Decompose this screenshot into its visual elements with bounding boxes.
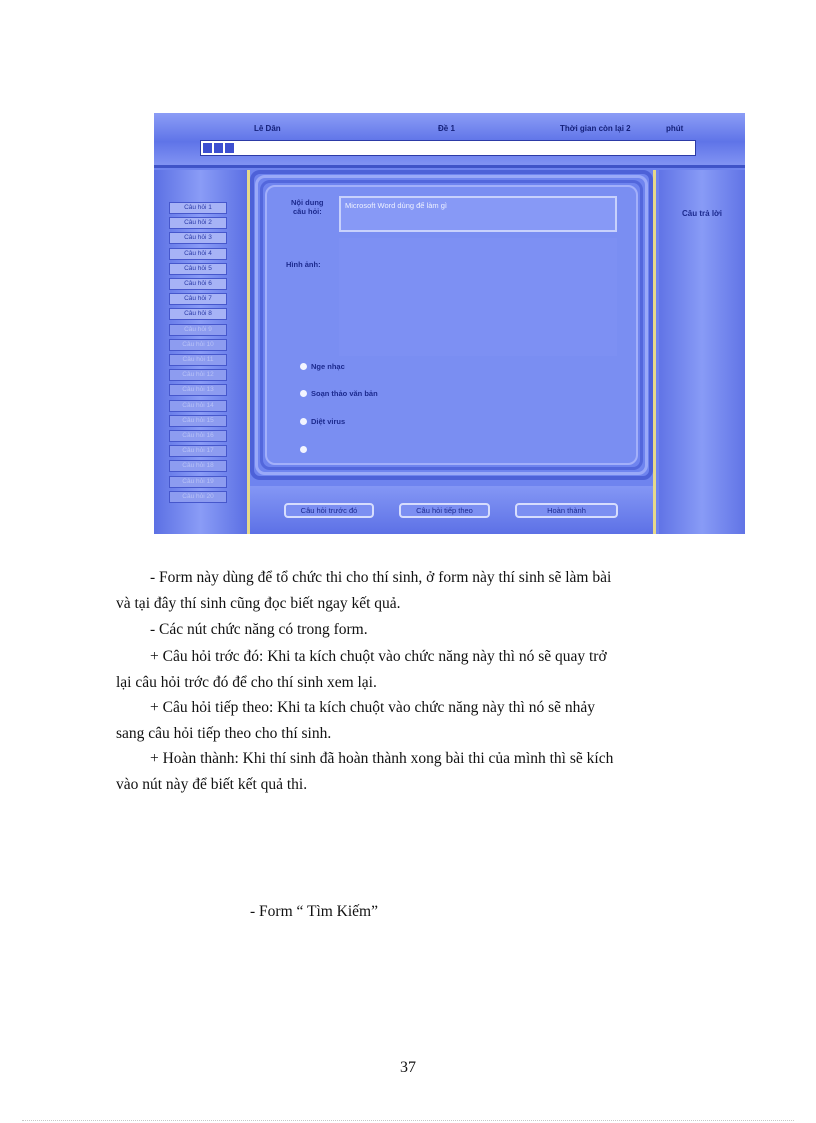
- question-button[interactable]: Câu hỏi 12: [169, 369, 227, 381]
- option-label-2: Soạn thảo văn bản: [311, 389, 378, 398]
- question-button[interactable]: Câu hỏi 5: [169, 263, 227, 275]
- panel-divider: [653, 170, 656, 534]
- next-question-button[interactable]: Câu hỏi tiếp theo: [399, 503, 490, 518]
- text-line: + Câu hỏi trớc đó: Khi ta kích chuột vào chức năng này thì nó sẽ quay trở: [150, 648, 607, 665]
- exam-form-screenshot: [154, 113, 745, 534]
- paragraph-previous-question: [116, 644, 737, 696]
- previous-question-button[interactable]: Câu hỏi trước đó: [284, 503, 374, 518]
- page-bottom-divider: [22, 1120, 794, 1121]
- question-button[interactable]: Câu hỏi 9: [169, 324, 227, 336]
- question-button[interactable]: Câu hỏi 1: [169, 202, 227, 214]
- answer-panel: [659, 170, 745, 534]
- time-progress-bar: [200, 140, 696, 156]
- question-button[interactable]: Câu hỏi 3: [169, 232, 227, 244]
- question-button[interactable]: Câu hỏi 2: [169, 217, 227, 229]
- text-line: + Hoàn thành: Khi thí sinh đã hoàn thành xong bài thi của mình thì sẽ kích: [150, 750, 614, 767]
- paragraph-form-purpose: [116, 565, 737, 617]
- answer-title: Câu trả lời: [682, 209, 722, 218]
- question-button[interactable]: Câu hỏi 11: [169, 354, 227, 366]
- option-radio-4[interactable]: [300, 446, 307, 453]
- question-button[interactable]: Câu hỏi 18: [169, 460, 227, 472]
- question-button[interactable]: Câu hỏi 13: [169, 384, 227, 396]
- time-remaining-label: Thời gian còn lại 2: [560, 124, 631, 133]
- question-label-line2: câu hỏi:: [293, 207, 322, 216]
- exam-header-bar: [154, 113, 745, 168]
- question-button[interactable]: Câu hỏi 10: [169, 339, 227, 351]
- question-button[interactable]: Câu hỏi 17: [169, 445, 227, 457]
- question-button[interactable]: Câu hỏi 8: [169, 308, 227, 320]
- question-button[interactable]: Câu hỏi 16: [169, 430, 227, 442]
- paragraph-next-question: [116, 695, 737, 747]
- text-line: vào nút này để biết kết quả thi.: [116, 776, 308, 793]
- question-text-box[interactable]: [339, 196, 617, 232]
- finish-button[interactable]: Hoàn thành: [515, 503, 618, 518]
- text-line: + Câu hỏi tiếp theo: Khi ta kích chuột vào chức năng này thì nó sẽ nhảy: [150, 699, 596, 716]
- option-radio-1[interactable]: [300, 363, 307, 370]
- text-line: lại câu hỏi trớc đó để cho thí sinh xem lại.: [116, 674, 377, 691]
- question-label-line1: Nội dung: [291, 198, 324, 207]
- question-text: Microsoft Word dùng để làm gì: [345, 201, 447, 210]
- text-line: - Form này dùng để tổ chức thi cho thí sinh, ở form này thí sinh sẽ làm bài: [150, 569, 612, 586]
- question-list-panel: [154, 170, 247, 534]
- question-content-area: [250, 170, 653, 480]
- navigation-bar: [250, 486, 653, 534]
- question-image-area: [339, 238, 617, 356]
- question-button[interactable]: Câu hỏi 6: [169, 278, 227, 290]
- question-button[interactable]: Câu hỏi 14: [169, 400, 227, 412]
- option-radio-2[interactable]: [300, 390, 307, 397]
- option-label-1: Nge nhạc: [311, 362, 345, 371]
- text-line: sang câu hỏi tiếp theo cho thí sinh.: [116, 725, 332, 742]
- section-heading: - Form “ Tìm Kiếm”: [250, 903, 378, 920]
- question-button[interactable]: Câu hỏi 20: [169, 491, 227, 503]
- paragraph-finish: [116, 746, 737, 798]
- page-number: 37: [400, 1059, 416, 1076]
- question-button[interactable]: Câu hỏi 4: [169, 248, 227, 260]
- time-unit: phút: [666, 124, 684, 133]
- text-line: và tại đây thí sinh cũng đọc biết ngay kết quả.: [116, 595, 401, 612]
- question-button[interactable]: Câu hỏi 19: [169, 476, 227, 488]
- option-radio-3[interactable]: [300, 418, 307, 425]
- image-label: Hình ảnh:: [286, 260, 321, 269]
- question-button[interactable]: Câu hỏi 15: [169, 415, 227, 427]
- exam-title: Đề 1: [438, 124, 455, 133]
- question-button[interactable]: Câu hỏi 7: [169, 293, 227, 305]
- student-name: Lê Dân: [254, 124, 281, 133]
- option-label-3: Diệt virus: [311, 417, 346, 426]
- paragraph-function-buttons: - Các nút chức năng có trong form.: [150, 621, 368, 638]
